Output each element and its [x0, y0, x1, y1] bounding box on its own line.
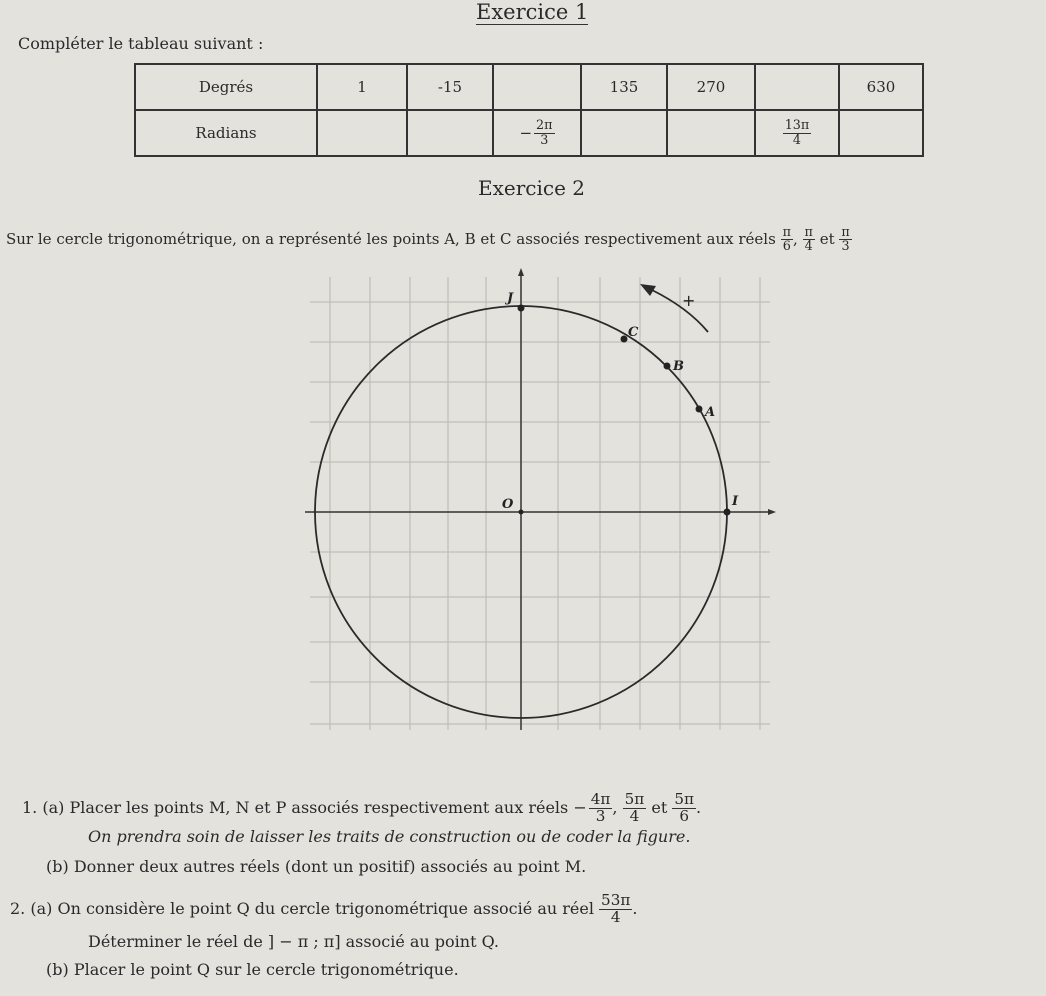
question-1a-text: 1. (a) Placer les points M, N et P associés respectivement aux réels [22, 797, 569, 817]
period: . [696, 797, 702, 817]
exercice2-intro [6, 226, 852, 254]
point-O [519, 510, 524, 515]
cell-degrees-6 [755, 64, 839, 110]
cell-radians-6 [755, 110, 839, 156]
cell-degrees-7: 630 [839, 64, 923, 110]
point-B [664, 363, 671, 370]
fraction-numerator: 5π [674, 790, 694, 808]
fraction-denominator: 3 [540, 132, 549, 148]
table-row-radians [135, 110, 923, 156]
fraction-numerator: 4π [590, 790, 611, 808]
question-1b: (b) Donner deux autres réels (dont un positif) associés au point M. [46, 857, 587, 876]
fraction-numerator: π [804, 225, 813, 240]
question-2a-text: 2. (a) On considère le point Q du cercle trigonométrique associé au réel [10, 898, 594, 918]
question-1a-note: On prendra soin de laisser les traits de construction ou de coder la figure. [88, 827, 691, 846]
fraction-denominator: 3 [841, 239, 850, 255]
question-2a [10, 893, 637, 926]
fraction-numerator: 5π [624, 790, 645, 808]
row-label-radians: Radians [135, 110, 317, 156]
fraction-denominator: 4 [804, 239, 813, 255]
cell-degrees-2: -15 [407, 64, 493, 110]
separator: , [612, 797, 618, 817]
fraction-numerator: π [782, 225, 791, 240]
cell-degrees-4: 135 [581, 64, 667, 110]
label-B: B [673, 359, 684, 374]
point-C [621, 336, 628, 343]
fraction-denominator: 4 [610, 907, 621, 926]
label-J: J [507, 291, 514, 306]
cell-radians-1 [317, 110, 407, 156]
question-2b: (b) Placer le point Q sur le cercle trigonométrique. [46, 960, 459, 979]
fraction-denominator: 4 [792, 132, 802, 148]
fraction-numerator: 53π [601, 891, 631, 909]
table-row-degrees [135, 64, 923, 110]
minus-sign: − [573, 798, 587, 818]
period: . [632, 898, 638, 918]
label-plus: + [682, 291, 696, 310]
fraction-numerator: 13π [784, 118, 810, 134]
fraction-denominator: 6 [782, 239, 791, 255]
intro-text: Sur le cercle trigonométrique, on a représenté les points A, B et C associés respectivement aux réels [6, 229, 776, 248]
fraction-denominator: 6 [679, 806, 689, 825]
fraction-minus-2pi-3 [534, 119, 555, 147]
orientation-arrow-icon [640, 284, 656, 296]
trigonometric-circle-figure [290, 262, 780, 732]
exercice1-instruction: Compléter le tableau suivant : [18, 34, 264, 53]
question-1a [22, 792, 701, 825]
conjunction: et [819, 229, 835, 248]
cell-radians-7 [839, 110, 923, 156]
fraction-53pi-4 [599, 893, 632, 926]
exercice2-title: Exercice 2 [478, 176, 585, 200]
conjunction: et [651, 797, 668, 817]
fraction-5pi-6 [672, 792, 696, 825]
y-axis-arrow-icon [518, 268, 524, 276]
cell-radians-3 [493, 110, 581, 156]
fraction-numerator: π [841, 225, 850, 240]
conversion-table [134, 63, 924, 157]
fraction-minus-4pi-3 [589, 792, 613, 825]
cell-radians-5 [667, 110, 755, 156]
minus-sign: − [519, 124, 533, 142]
label-I: I [732, 494, 739, 509]
cell-degrees-1: 1 [317, 64, 407, 110]
label-C: C [628, 325, 639, 340]
cell-degrees-3 [493, 64, 581, 110]
fraction-numerator: 2π [536, 118, 553, 134]
fraction-5pi-4 [623, 792, 647, 825]
fraction-13pi-4 [783, 119, 812, 147]
question-2a-line2: Déterminer le réel de ] − π ; π] associé au point Q. [88, 932, 500, 951]
fraction-denominator: 4 [629, 806, 640, 825]
fraction-pi-4 [803, 226, 815, 254]
label-O: O [502, 497, 514, 512]
cell-degrees-5: 270 [667, 64, 755, 110]
fraction-pi-6 [781, 226, 793, 254]
x-axis-arrow-icon [768, 509, 776, 515]
point-A [696, 406, 703, 413]
fraction-denominator: 3 [595, 806, 606, 825]
cell-radians-2 [407, 110, 493, 156]
exercice1-title: Exercice 1 [476, 0, 589, 24]
row-label-degrees: Degrés [135, 64, 317, 110]
point-I [724, 509, 731, 516]
point-J [518, 305, 525, 312]
fraction-pi-3 [839, 226, 851, 254]
separator: , [792, 229, 798, 248]
cell-radians-4 [581, 110, 667, 156]
label-A: A [705, 405, 716, 420]
